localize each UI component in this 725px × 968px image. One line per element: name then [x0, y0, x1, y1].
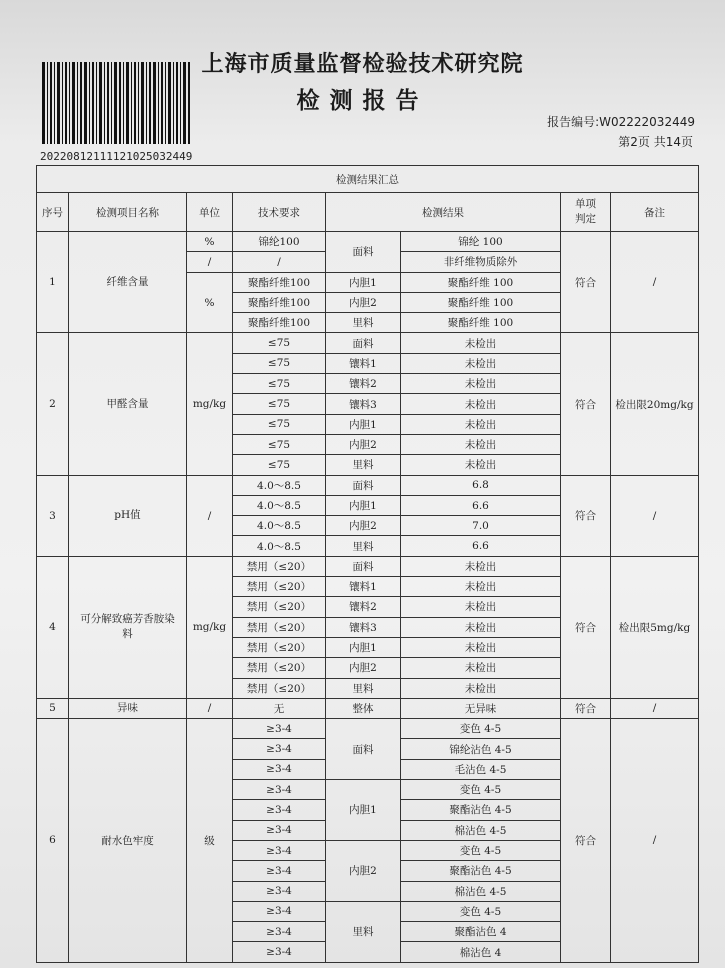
col-header-note: 备注 — [611, 193, 699, 232]
table-row — [37, 698, 699, 718]
result-cell: 聚酯纤维 100 — [401, 272, 561, 292]
result-cell: 聚酯沾色 4-5 — [401, 861, 561, 881]
table-row — [37, 333, 699, 353]
result-cell: 未检出 — [401, 333, 561, 353]
result-cell: 未检出 — [401, 658, 561, 678]
table-row — [37, 475, 699, 495]
part-cell: 镶料3 — [326, 394, 401, 414]
item-name: 甲醛含量 — [69, 333, 187, 475]
part-cell: 镶料2 — [326, 374, 401, 394]
part-cell: 内胆2 — [326, 516, 401, 536]
part-cell: 内胆1 — [326, 637, 401, 657]
requirement-cell: ≤75 — [233, 434, 326, 454]
unit-cell: % — [187, 232, 233, 252]
item-name-text: 可分解致癌芳香胺染料 — [80, 613, 175, 641]
result-cell: 未检出 — [401, 556, 561, 576]
part-cell: 里料 — [326, 536, 401, 556]
result-cell: 非纤维物质除外 — [401, 252, 561, 272]
requirement-cell: ≥3-4 — [233, 719, 326, 739]
institute-name: 上海市质量监督检验技术研究院 — [201, 52, 524, 77]
result-cell: 毛沾色 4-5 — [401, 759, 561, 779]
item-number: 5 — [37, 698, 69, 718]
result-cell: 未检出 — [401, 597, 561, 617]
result-cell: 6.8 — [401, 475, 561, 495]
requirement-cell: 4.0～8.5 — [233, 475, 326, 495]
item-name: pH值 — [69, 475, 187, 556]
note-cell: 检出限5mg/kg — [611, 556, 699, 698]
result-cell: 变色 4-5 — [401, 840, 561, 860]
verdict-cell: 符合 — [561, 698, 611, 718]
result-cell: 变色 4-5 — [401, 901, 561, 921]
requirement-cell: ≥3-4 — [233, 942, 326, 962]
col-header-no: 序号 — [37, 193, 69, 232]
requirement-cell: 4.0～8.5 — [233, 516, 326, 536]
unit-cell: % — [187, 272, 233, 333]
result-cell: 7.0 — [401, 516, 561, 536]
result-cell: 聚酯沾色 4 — [401, 922, 561, 942]
part-cell: 面料 — [326, 556, 401, 576]
result-cell: 未检出 — [401, 414, 561, 434]
note-cell: / — [611, 698, 699, 718]
requirement-cell: ≥3-4 — [233, 780, 326, 800]
requirement-cell: 禁用（≤20） — [233, 597, 326, 617]
part-cell: 面料 — [326, 333, 401, 353]
part-cell: 镶料2 — [326, 597, 401, 617]
part-cell: 里料 — [326, 313, 401, 333]
col-header-verdict-text: 单项判定 — [575, 198, 596, 225]
requirement-cell: 禁用（≤20） — [233, 556, 326, 576]
result-cell: 6.6 — [401, 495, 561, 515]
requirement-cell: 聚酯纤维100 — [233, 313, 326, 333]
requirement-cell: 禁用（≤20） — [233, 658, 326, 678]
item-name: 耐水色牢度 — [69, 719, 187, 963]
page-number: 第2页 共14页 — [618, 135, 693, 149]
part-cell: 里料 — [326, 455, 401, 475]
requirement-cell: 禁用（≤20） — [233, 617, 326, 637]
result-cell: 未检出 — [401, 678, 561, 698]
requirement-cell: 禁用（≤20） — [233, 577, 326, 597]
part-cell: 面料 — [326, 475, 401, 495]
part-cell: 内胆1 — [326, 495, 401, 515]
requirement-cell: ≤75 — [233, 333, 326, 353]
item-unit: / — [187, 698, 233, 718]
part-cell: 面料 — [326, 232, 401, 273]
requirement-cell: ≥3-4 — [233, 759, 326, 779]
item-unit: mg/kg — [187, 333, 233, 475]
requirement-cell: 禁用（≤20） — [233, 637, 326, 657]
result-cell: 锦纶沾色 4-5 — [401, 739, 561, 759]
item-name — [69, 556, 187, 698]
result-cell: 未检出 — [401, 577, 561, 597]
result-cell: 未检出 — [401, 394, 561, 414]
col-header-verdict — [561, 193, 611, 232]
result-cell: 变色 4-5 — [401, 719, 561, 739]
verdict-cell: 符合 — [561, 719, 611, 963]
requirement-cell: ≥3-4 — [233, 820, 326, 840]
result-cell: 聚酯纤维 100 — [401, 313, 561, 333]
part-cell: 内胆2 — [326, 292, 401, 312]
table-row — [37, 719, 699, 739]
requirement-cell: 锦纶100 — [233, 232, 326, 252]
part-cell: 内胆1 — [326, 272, 401, 292]
verdict-cell: 符合 — [561, 475, 611, 556]
part-cell: 镶料1 — [326, 353, 401, 373]
part-cell: 镶料3 — [326, 617, 401, 637]
requirement-cell: ≥3-4 — [233, 922, 326, 942]
result-cell: 无异味 — [401, 698, 561, 718]
item-unit: mg/kg — [187, 556, 233, 698]
part-cell: 内胆1 — [326, 780, 401, 841]
requirement-cell: 聚酯纤维100 — [233, 272, 326, 292]
result-cell: 聚酯沾色 4-5 — [401, 800, 561, 820]
part-cell: 内胆2 — [326, 658, 401, 678]
part-cell: 里料 — [326, 901, 401, 962]
item-name: 纤维含量 — [69, 232, 187, 333]
result-cell: 锦纶 100 — [401, 232, 561, 252]
result-cell: 未检出 — [401, 617, 561, 637]
report-title: 检测报告 — [296, 88, 429, 114]
requirement-cell: ≤75 — [233, 394, 326, 414]
verdict-cell: 符合 — [561, 556, 611, 698]
result-cell: 棉沾色 4 — [401, 942, 561, 962]
requirement-cell: 聚酯纤维100 — [233, 292, 326, 312]
item-unit: / — [187, 475, 233, 556]
item-number: 6 — [37, 719, 69, 963]
col-header-result: 检测结果 — [326, 193, 561, 232]
barcode-number: 20220812111121025032449 — [40, 150, 193, 163]
item-number: 4 — [37, 556, 69, 698]
part-cell: 内胆1 — [326, 414, 401, 434]
table-row — [37, 232, 699, 252]
part-cell: 内胆2 — [326, 434, 401, 454]
requirement-cell: 无 — [233, 698, 326, 718]
requirement-cell: ≥3-4 — [233, 800, 326, 820]
col-header-unit: 单位 — [187, 193, 233, 232]
result-cell: 未检出 — [401, 434, 561, 454]
part-cell: 里料 — [326, 678, 401, 698]
part-cell: 整体 — [326, 698, 401, 718]
requirement-cell: 4.0～8.5 — [233, 536, 326, 556]
requirement-cell: ≥3-4 — [233, 861, 326, 881]
requirement-cell: ≤75 — [233, 414, 326, 434]
requirement-cell: ≤75 — [233, 353, 326, 373]
result-cell: 未检出 — [401, 374, 561, 394]
requirement-cell: 4.0～8.5 — [233, 495, 326, 515]
requirement-cell: ≥3-4 — [233, 881, 326, 901]
result-cell: 未检出 — [401, 353, 561, 373]
results-table — [36, 165, 699, 963]
requirement-cell: / — [233, 252, 326, 272]
report-number: 报告编号:W02222032449 — [547, 115, 695, 129]
result-cell: 棉沾色 4-5 — [401, 881, 561, 901]
result-cell: 未检出 — [401, 637, 561, 657]
result-cell: 未检出 — [401, 455, 561, 475]
col-header-item: 检测项目名称 — [69, 193, 187, 232]
requirement-cell: ≤75 — [233, 455, 326, 475]
verdict-cell: 符合 — [561, 333, 611, 475]
item-number: 3 — [37, 475, 69, 556]
note-cell: / — [611, 719, 699, 963]
item-unit: 级 — [187, 719, 233, 963]
col-header-requirement: 技术要求 — [233, 193, 326, 232]
requirement-cell: ≥3-4 — [233, 739, 326, 759]
part-cell: 内胆2 — [326, 840, 401, 901]
table-row — [37, 556, 699, 576]
requirement-cell: ≥3-4 — [233, 840, 326, 860]
summary-title: 检测结果汇总 — [37, 166, 699, 193]
part-cell: 镶料1 — [326, 577, 401, 597]
note-cell: / — [611, 475, 699, 556]
part-cell: 面料 — [326, 719, 401, 780]
item-number: 1 — [37, 232, 69, 333]
note-cell: 检出限20mg/kg — [611, 333, 699, 475]
requirement-cell: 禁用（≤20） — [233, 678, 326, 698]
item-number: 2 — [37, 333, 69, 475]
requirement-cell: ≤75 — [233, 374, 326, 394]
verdict-cell: 符合 — [561, 232, 611, 333]
result-cell: 聚酯纤维 100 — [401, 292, 561, 312]
result-cell: 6.6 — [401, 536, 561, 556]
note-cell: / — [611, 232, 699, 333]
result-cell: 棉沾色 4-5 — [401, 820, 561, 840]
unit-cell: / — [187, 252, 233, 272]
result-cell: 变色 4-5 — [401, 780, 561, 800]
item-name: 异味 — [69, 698, 187, 718]
requirement-cell: ≥3-4 — [233, 901, 326, 921]
